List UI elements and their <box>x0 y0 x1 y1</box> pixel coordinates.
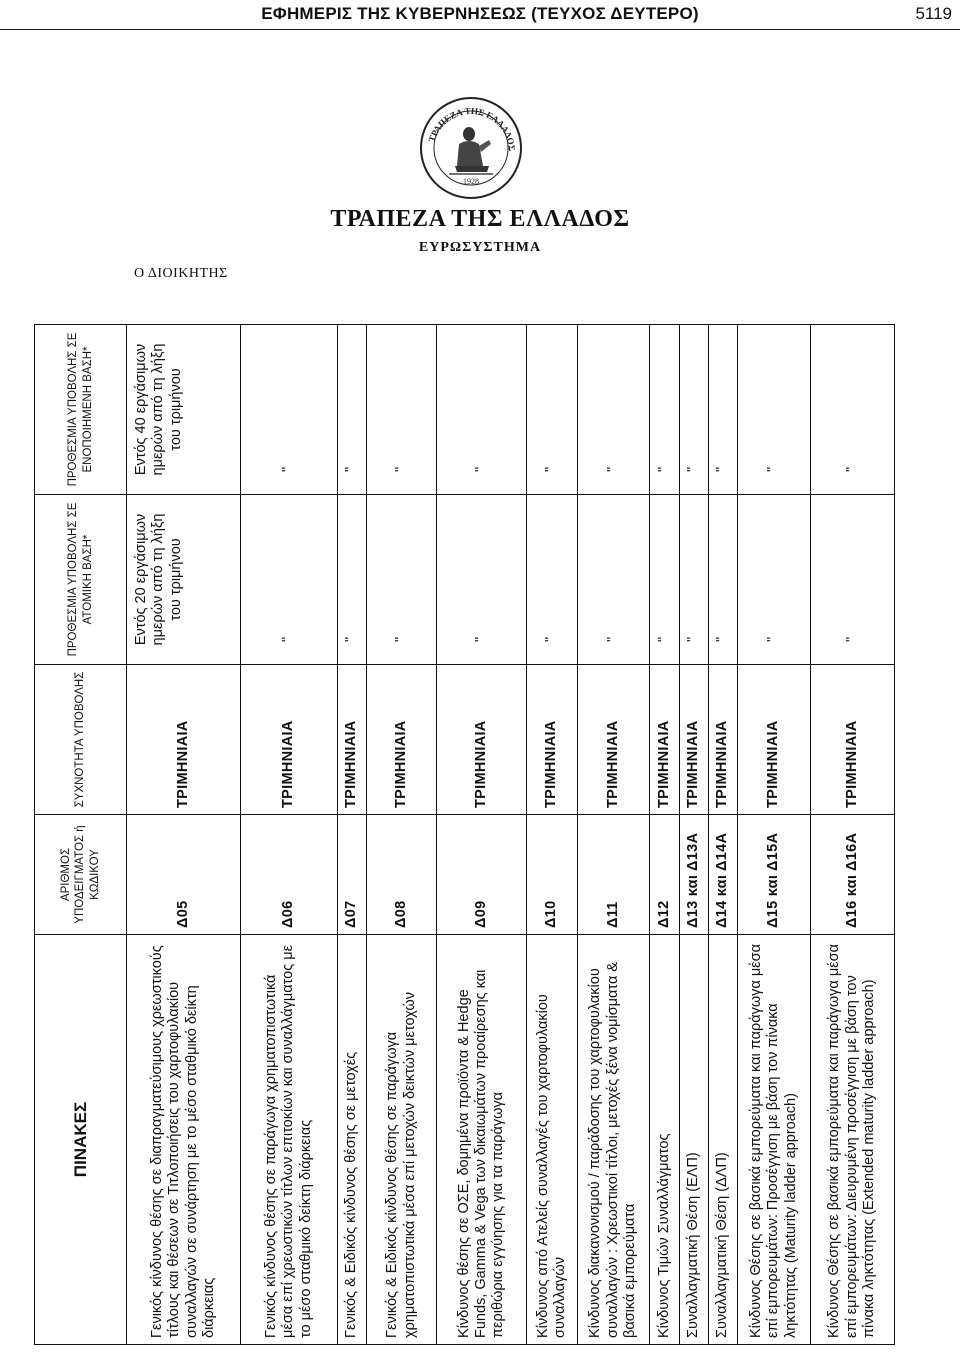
ditto-mark: " <box>738 325 810 495</box>
table-row <box>810 325 894 1345</box>
row-frequency: ΤΡΙΜΗΝΙΑΙΑ <box>708 665 737 815</box>
ditto-mark: " <box>738 495 810 665</box>
row-description: Γενικός & Ειδικός κίνδυνος θέσης σε παράγωγα χρηματοπιστωτικά μέσα επί μετοχών δεικτών μετοχών <box>367 935 437 1345</box>
ditto-mark: " <box>650 325 679 495</box>
row-frequency: ΤΡΙΜΗΝΙΑΙΑ <box>738 665 810 815</box>
deadline-individual: Εντός 20 εργάσιμων ημερών από τη λήξη του τριμήνου <box>127 495 241 665</box>
row-frequency: ΤΡΙΜΗΝΙΑΙΑ <box>241 665 337 815</box>
ditto-mark: " <box>367 495 437 665</box>
ditto-mark: " <box>679 495 708 665</box>
header-tables: ΠΙΝΑΚΕΣ <box>35 935 127 1345</box>
ditto-mark: " <box>650 495 679 665</box>
row-description: Κίνδυνος Θέσης σε βασικά εμπορεύματα και παράγωγα μέσα επί εμπορευμάτων: Προσέγγιση με βάση τον πίνακα ληκτότητας (Maturity ladder approach) <box>738 935 810 1345</box>
row-description: Συναλλαγματική Θέση (ΔΛΠ) <box>708 935 737 1345</box>
table-row <box>679 325 708 1345</box>
row-description: Κίνδυνος διακανονισμού / παράδοσης του χαρτοφυλακίου συναλλαγών : Χρεωστικοί τίτλοι, μετοχές ξένα νομίσματα & βασικά εμπορεύματα <box>577 935 649 1345</box>
seal-year: 1928 <box>463 177 479 186</box>
table-row <box>241 325 337 1345</box>
ditto-mark: " <box>241 495 337 665</box>
row-code: Δ15 και Δ15Α <box>738 815 810 935</box>
header-deadline-consolidated: ΠΡΟΘΕΣΜΙΑ ΥΠΟΒΟΛΗΣ ΣΕ ΕΝΟΠΟΙΗΜΕΝΗ ΒΑΣΗ* <box>35 325 127 495</box>
row-code: Δ16 και Δ16Α <box>810 815 894 935</box>
row-code: Δ13 και Δ13Α <box>679 815 708 935</box>
ditto-mark: " <box>337 495 366 665</box>
gazette-title: ΕΦΗΜΕΡΙΣ ΤΗΣ ΚΥΒΕΡΝΗΣΕΩΣ (ΤΕΥΧΟΣ ΔΕΥΤΕΡΟ) <box>261 4 699 23</box>
table-row <box>708 325 737 1345</box>
header-frequency: ΣΥΧΝΟΤΗΤΑ ΥΠΟΒΟΛΗΣ <box>35 665 127 815</box>
row-description: Κίνδυνος Θέσης σε βασικά εμπορεύματα και παράγωγα μέσα επί εμπορευμάτων: Διευρυμένη προσέγγιση με βάση τον πίνακα ληκτότητας (Extended maturity ladder approach) <box>810 935 894 1345</box>
ditto-mark: " <box>679 325 708 495</box>
row-frequency: ΤΡΙΜΗΝΙΑΙΑ <box>810 665 894 815</box>
ditto-mark: " <box>810 495 894 665</box>
ditto-mark: " <box>437 325 527 495</box>
eurosystem-label: ΕΥΡΩΣΥΣΤΗΜΑ <box>418 240 542 255</box>
table-row <box>367 325 437 1345</box>
deadline-consolidated: Εντός 40 εργάσιμων ημερών από τη λήξη του τριμήνου <box>127 325 241 495</box>
table-row <box>527 325 578 1345</box>
seal-ring-text: ΤΡΑΠΕΖΑ ΤΗΣ ΕΛΛΑΔΟΣ <box>426 105 518 152</box>
ditto-mark: " <box>577 495 649 665</box>
row-code: Δ14 και Δ14Α <box>708 815 737 935</box>
row-frequency: ΤΡΙΜΗΝΙΑΙΑ <box>650 665 679 815</box>
row-frequency: ΤΡΙΜΗΝΙΑΙΑ <box>527 665 578 815</box>
row-description: Κίνδυνος θέσης σε ΟΣΕ, δομημένα προϊόντα & Hedge Funds, Gamma & Vega των δικαιωμάτων προαίρεσης και περιθώρια εγγύησης για τα παράγωγα <box>437 935 527 1345</box>
row-frequency: ΤΡΙΜΗΝΙΑΙΑ <box>577 665 649 815</box>
row-frequency: ΤΡΙΜΗΝΙΑΙΑ <box>127 665 241 815</box>
table-row <box>337 325 366 1345</box>
reports-table-area <box>34 325 895 1345</box>
ditto-mark: " <box>241 325 337 495</box>
row-description: Κίνδυνος Τιμών Συναλλάγματος <box>650 935 679 1345</box>
table-header-row <box>35 325 127 1345</box>
ditto-mark: " <box>708 495 737 665</box>
ditto-mark: " <box>337 325 366 495</box>
row-code: Δ08 <box>367 815 437 935</box>
page-number: 5119 <box>915 4 952 23</box>
row-description: Γενικός κίνδυνος θέσης σε διαπραγματεύσιμους χρεωστικούς τίτλους και θέσεων σε Τιτλοποιήσεις του χαρτοφυλακίου συναλλαγών σε συνάρτηση με το μέσο σταθμικό δείκτη διάρκειας <box>127 935 241 1345</box>
ditto-mark: " <box>527 495 578 665</box>
row-code: Δ06 <box>241 815 337 935</box>
ditto-mark: " <box>577 325 649 495</box>
row-code: Δ09 <box>437 815 527 935</box>
row-frequency: ΤΡΙΜΗΝΙΑΙΑ <box>437 665 527 815</box>
row-description: Γενικός κίνδυνος θέσης σε παράγωγα χρηματοπιστωτικά μέσα επί χρεωστικών τίτλων επιτοκίων και συναλλάγματος με το μέσο σταθμικό δείκτη διάρκειας <box>241 935 337 1345</box>
table-row <box>127 325 241 1345</box>
row-frequency: ΤΡΙΜΗΝΙΑΙΑ <box>679 665 708 815</box>
table-row <box>577 325 649 1345</box>
ditto-mark: " <box>810 325 894 495</box>
bank-seal-icon <box>419 96 523 200</box>
row-code: Δ11 <box>577 815 649 935</box>
ditto-mark: " <box>527 325 578 495</box>
row-code: Δ07 <box>337 815 366 935</box>
ditto-mark: " <box>367 325 437 495</box>
bank-name: ΤΡΑΠΕΖΑ ΤΗΣ ΕΛΛΑΔΟΣ <box>330 206 630 232</box>
table-row <box>738 325 810 1345</box>
gazette-header <box>0 0 960 30</box>
row-frequency: ΤΡΙΜΗΝΙΑΙΑ <box>367 665 437 815</box>
header-code: ΑΡΙΘΜΟΣ ΥΠΟΔΕΙΓΜΑΤΟΣ ή ΚΩΔΙΚΟΥ <box>35 815 127 935</box>
governor-label: Ο ΔΙΟΙΚΗΤΗΣ <box>134 266 228 281</box>
row-frequency: ΤΡΙΜΗΝΙΑΙΑ <box>337 665 366 815</box>
table-row <box>650 325 679 1345</box>
row-code: Δ10 <box>527 815 578 935</box>
ditto-mark: " <box>437 495 527 665</box>
row-description: Γενικός & Ειδικός κίνδυνος θέσης σε μετοχές <box>337 935 366 1345</box>
header-deadline-individual: ΠΡΟΘΕΣΜΙΑ ΥΠΟΒΟΛΗΣ ΣΕ ΑΤΟΜΙΚΗ ΒΑΣΗ* <box>35 495 127 665</box>
ditto-mark: " <box>708 325 737 495</box>
table-row <box>437 325 527 1345</box>
reports-table <box>34 324 895 1345</box>
row-description: Συναλλαγματική Θέση (ΕΛΠ) <box>679 935 708 1345</box>
row-code: Δ05 <box>127 815 241 935</box>
row-code: Δ12 <box>650 815 679 935</box>
row-description: Κίνδυνος από Ατελείς συναλλαγές του χαρτοφυλακίου συναλλαγών <box>527 935 578 1345</box>
